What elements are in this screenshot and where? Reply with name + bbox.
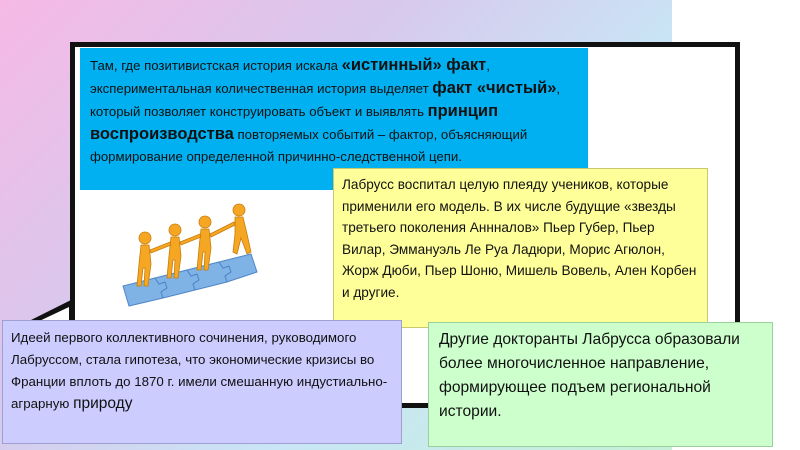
blue-bold-2: факт «чистый» [432,79,557,97]
blue-text-1: Там, где позитивистская история искала [90,58,342,73]
people-puzzle-icon [115,198,267,312]
blue-text-4: повторяемых событий – фактор, объясняющий формирование определенной причинно-следственной цепи. [90,127,528,164]
regional-history-text-box [428,322,773,447]
blue-text-3: , который позволяет конструировать объект и выявлять [90,81,561,119]
blue-bold-1: «истинный» факт [341,56,487,74]
lavender-text-big: природу [73,395,133,412]
labrousse-students-text-box [333,168,708,328]
blue-text-2: , экспериментальная количественная история выделяет [90,58,490,96]
collective-work-text-box [2,320,402,444]
green-text: Другие докторанты Лабрусса образовали более многочисленное направление, формирующее подъем региональной истории. [439,331,740,420]
lavender-text: Идеей первого коллективного сочинения, руководимого Лабруссом, стала гипотеза, что экономические кризисы во Франции вплоть до 1870 г. имели смешанную индустиально-аграрную [11,330,388,411]
yellow-text: Лабрусс воспитал целую плеяду учеников, которые применили его модель. В их числе будущие «звезды третьего поколения Аннналов» Пьер Губер, Пьер Вилар, Эммануэль Ле Руа Ладюри, Морис Агюлон, Жорж Дюби, Пьер Шоню, Мишель Вовель, Ален Корбен и другие. [342,177,697,300]
blue-bold-3: принцип воспроизводства [90,102,499,143]
